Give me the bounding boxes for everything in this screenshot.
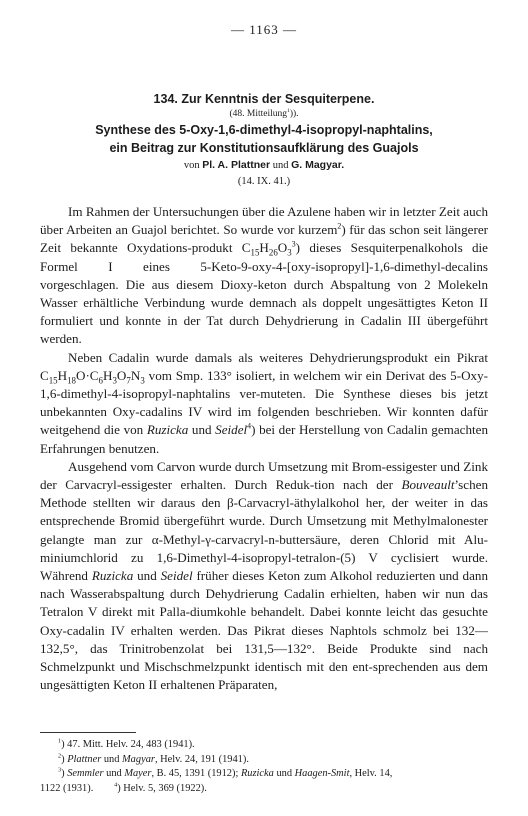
footnote-3: $^3$) Semmler und Mayer, B. 45, 1391 (1912); Ruzicka und Haagen-Smit, Helv. 14,: [58, 766, 393, 779]
paragraph: Neben Cadalin wurde damals als weiteres Dehydrierungsprodukt ein Pikrat $C_{15}H_{18}O\cdot C_6H_3O_7N_3$ vom Smp. 133° isoliert, in welchem wir ein Derivat des 5-Oxy-1,6-dimethyl-4-isopropyl-naphtalins ver-muteten. Die Synthese dieses bis jetzt unbekannten Oxy-cadalins IV wird im folgenden beschrieben. Wir konnten dafür weitgehend die von Ruzicka und Seidel$^4$) bei der Herstellung von Cadalin gemachten Erfahrungen benutzen.: [40, 349, 489, 456]
footnote-ref: 4: [247, 422, 252, 432]
article-header: [40, 90, 488, 190]
article-title: 134. Zur Kenntnis der Sesquiterpene.: [153, 92, 375, 106]
author-line: [40, 157, 488, 174]
author-name: G. Magyar.: [291, 159, 345, 171]
author-citation: Bouveault: [401, 477, 455, 493]
footnote-ref: 3: [291, 240, 296, 250]
footnote-ref: 1: [286, 107, 290, 114]
footnote-ref: 2: [337, 221, 342, 231]
author-name: Pl. A. Plattner: [202, 159, 271, 171]
footnotes: [40, 738, 488, 796]
footnote-3-4: 1122 (1931). $^4$) Helv. 5, 369 (1922).: [40, 781, 207, 794]
author-citation: Ruzicka: [91, 568, 134, 584]
und-text: und: [272, 160, 289, 171]
received-date: (14. IX. 41.): [237, 176, 291, 187]
author-citation: Seidel: [215, 422, 248, 438]
subtitle-line-1: Synthese des 5-Oxy-1,6-dimethyl-4-isopropyl-naphtalins,: [95, 123, 433, 137]
footnote-2: $^2$) Plattner und Magyar, Helv. 24, 191 (1941).: [58, 752, 249, 765]
footnote-divider: [40, 732, 136, 733]
article-body: [40, 203, 488, 694]
author-citation: Seidel: [160, 568, 193, 584]
series-note: [40, 108, 488, 121]
subtitle-line-2: ein Beitrag zur Konstitutionsaufklärung des Guajols: [109, 141, 419, 155]
author-citation: Ruzicka: [146, 422, 189, 438]
paragraph: Ausgehend vom Carvon wurde durch Umsetzung mit Brom-essigester und Zink der Carvacryl-essigester erhalten. Durch Reduk-tion nach der Bouveault’schen Methode stellten wir daraus den β-Carvacryl-äthylalkohol her, der weiter in das entsprechende Bromid übergeführt wurde. Durch Umsetzung mit Methylmalonester gelangte man zur α-Methyl-γ-carvacryl-n-buttersäure, deren Chlorid mit Alu-miniumchlorid zu 1,6-Dimethyl-4-isopropyl-tetralon-(5) V cyclisiert wurde. Während Ruzicka und Seidel früher dieses Keton zum Alkohol reduzierten und dann nach Wasserabspaltung durch Dehydrierung Cadalin erhielten, haben wir nun das Tetralon V direkt mit Palla-diumkohle behandelt. Dabei konnte leicht das gesuchte Oxy-cadalin IV erhalten werden. Das Pikrat dieses Naphtols schmolz bei 132—132,5°, das Trinitrobenzolat bei 131,5—132°. Beide Produkte sind nach Schmelzpunkt und Mischschmelzpunkt identisch mit den ent-sprechenden aus dem ungesättigten Keton II erhaltenen Präparaten,: [40, 458, 489, 693]
von-text: von: [183, 160, 200, 171]
series-note-text: (48. Mitteilung: [229, 109, 287, 119]
series-note-close: )).: [289, 109, 299, 119]
page-number: — 1163 —: [230, 22, 298, 37]
footnote-1: $^1$) 47. Mitt. Helv. 24, 483 (1941).: [58, 737, 195, 750]
paragraph: Im Rahmen der Untersuchungen über die Azulene haben wir in letzter Zeit auch über Arbeiten an Guajol berichtet. So wurde vor kurzem$^2$) für das schon seit längerer Zeit bekannte Oxydations-produkt $C_{15}H_{26}O_3^3$) dieses Sesquiterpenalkohols die Formel I eines 5-Keto-9-oxy-4-[oxy-isopropyl]-1,6-dimethyl-decalins vorgeschlagen. Die aus diesem Dioxy-keton durch Abspaltung von 2 Molekeln Wasser erhältliche Verbindung wurde demnach als doppelt ungesättigtes Keton II formuliert und konnte in der Tat durch Dehydrierung in Cadalin III übergeführt werden.: [40, 204, 488, 347]
